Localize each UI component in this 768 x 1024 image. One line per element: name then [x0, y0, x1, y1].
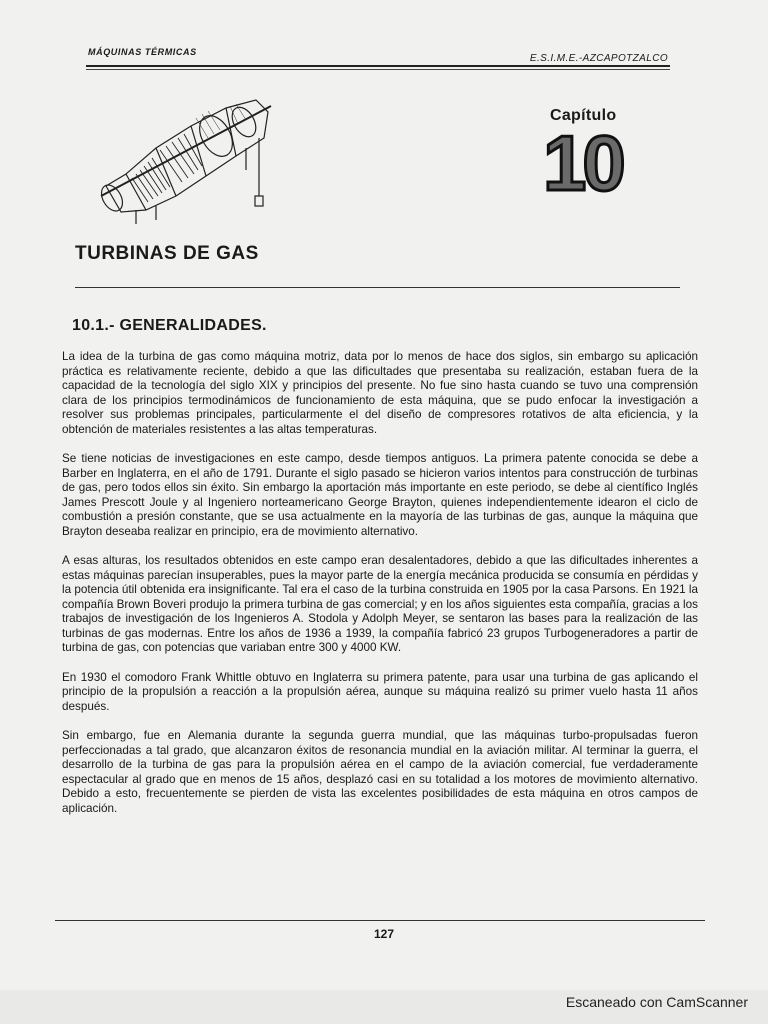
body-text	[62, 350, 698, 831]
paragraph: La idea de la turbina de gas como máquina motriz, data por lo menos de hace dos siglos, sin embargo su aplicación práctica es relativamente reciente, debido a que las dificultades que presentaba su realización, estaban fuera de la capacidad de la tecnología del siglo XIX y principios del presente. No fue sino hasta cuando se tuvo una comprensión clara de los principios termodinámicos de funcionamiento de esta máquina, que se pudo enfocar la investigación a resolver sus problemas principales, particularmente el del diseño de compresores rotativos de alta eficiencia, y la obtención de materiales resistentes a las altas temperaturas.	[62, 350, 698, 436]
section-title: 10.1.- GENERALIDADES.	[72, 317, 267, 334]
header-rule-thin	[86, 69, 670, 70]
page-number: 127	[373, 927, 395, 941]
paragraph: A esas alturas, los resultados obtenidos en este campo eran desalentadores, debido a que las dificultades inherentes a estas máquinas parecían insuperables, pues la mayor parte de la energía mecánica producida se consumía en pérdidas y la potencia útil obtenida era insignificante. Tal era el caso de la turbina construida en 1905 por la casa Parsons. En 1921 la compañía Brown Boveri produjo la primera turbina de gas comercial; y en los años siguientes esta compañía, gracias a los trabajos de investigación de los Ingenieros A. Stodola y Adolph Meyer, se sentaron las bases para la realización de las turbinas de gas modernas. Entre los años de 1936 a 1939, la compañía fabricó 23 grupos Turbogeneradores a partir de turbina de gas, con potencias que variaban entre 300 y 4000 KW.	[62, 554, 698, 654]
gas-turbine-illustration	[96, 78, 276, 228]
scanner-watermark: Escaneado con CamScanner	[565, 994, 748, 1010]
chapter-title: TURBINAS DE GAS	[75, 243, 259, 264]
chapter-number: 10	[543, 119, 622, 207]
chapter-label: Capítulo	[550, 107, 617, 124]
paragraph: Se tiene noticias de investigaciones en este campo, desde tiempos antiguos. La primera patente conocida se debe a Barber en Inglaterra, en el año de 1791. Durante el siglo pasado se hicieron varios intentos para construcción de turbinas de gas, pero todos ellos sin éxito. Sin embargo la aportación más importante en este periodo, se debe al científico Inglés James Prescott Joule y al Ingeniero norteamericano George Brayton, quienes independientemente idearon el ciclo de combustión a presión constante, que se usa actualmente en la mayoría de las turbinas de gas, aunque la máquina que Brayton deseaba realizar en principio, era de movimiento alternativo.	[62, 452, 698, 538]
paragraph: En 1930 el comodoro Frank Whittle obtuvo en Inglaterra su primera patente, para usar una turbina de gas aplicando el principio de la propulsión a reacción a la propulsión aérea, aunque su máquina realizó su primer vuelo hasta 11 años después.	[62, 670, 698, 713]
running-header-right: E.S.I.M.E.-AZCAPOTZALCO	[529, 53, 668, 64]
footer-rule	[55, 920, 705, 921]
running-header-left: MÁQUINAS TÉRMICAS	[88, 47, 197, 57]
header-rule	[86, 65, 670, 67]
paragraph: Sin embargo, fue en Alemania durante la segunda guerra mundial, que las máquinas turbo-propulsadas fueron perfeccionadas a tal grado, que alcanzaron éxitos de resonancia mundial en la aviación militar. Al terminar la guerra, el desarrollo de la turbina de gas para la propulsión aérea en el campo de la aviación comercial, fue verdaderamente espectacular al grado que en menos de 15 años, desplazó casi en su totalidad a los motores de movimiento alternativo. Debido a esto, frecuentemente se pierden de vista las excelentes posibilidades de esta máquina en otros campos de aplicación.	[62, 729, 698, 815]
title-rule	[75, 287, 680, 288]
